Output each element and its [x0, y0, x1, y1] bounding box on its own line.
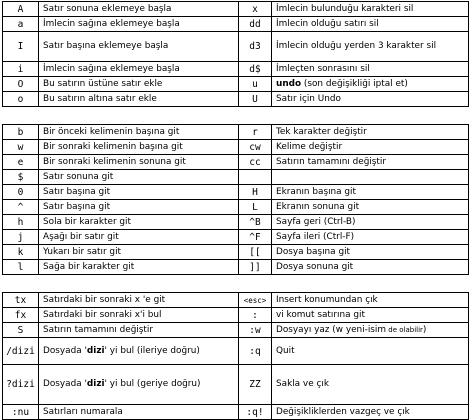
desc-cell: Satırdaki bir sonraki x'i bul [39, 308, 239, 323]
table-row [3, 140, 469, 155]
key-cell [239, 170, 272, 185]
desc-cell: Sayfa geri (Ctrl-B) [272, 215, 469, 230]
key-cell: S [3, 323, 39, 338]
desc-cell: Bir önceki kelimenin başına git [39, 125, 239, 140]
key-cell: l [3, 260, 39, 275]
key-cell: [[ [239, 245, 272, 260]
desc-cell: İmlecin olduğu satırı sil [272, 17, 469, 32]
desc-cell: Yukarı bir satır git [39, 245, 239, 260]
write-desc: Dosyayı yaz (w yeni-isim [276, 324, 387, 335]
key-cell: /dizi [3, 338, 39, 365]
desc-cell: Tek karakter değiştir [272, 125, 469, 140]
key-cell: $ [3, 170, 39, 185]
key-cell: : [239, 308, 272, 323]
key-cell: ]] [239, 260, 272, 275]
table-row [3, 185, 469, 200]
key-cell: ^B [239, 215, 272, 230]
table-row [3, 308, 469, 323]
table-row [3, 260, 469, 275]
undo-label: undo [276, 78, 302, 89]
table-row [3, 92, 469, 107]
search-post: ' yi bul (geriye doğru) [104, 379, 201, 389]
desc-cell: Kelime değiştir [272, 140, 469, 155]
desc-cell [272, 77, 469, 92]
desc-cell: İmlecin olduğu yerden 3 karakter sil [272, 32, 469, 62]
desc-cell: Ekranın sonuna git [272, 200, 469, 215]
key-cell: r [239, 125, 272, 140]
key-cell: :q [239, 338, 272, 365]
desc-cell: Dosya başına git [272, 245, 469, 260]
key-cell: d3 [239, 32, 272, 62]
key-cell: H [239, 185, 272, 200]
key-cell: x [239, 2, 272, 17]
key-cell: fx [3, 308, 39, 323]
desc-cell: Sağa bir karakter git [39, 260, 239, 275]
desc-cell: vi komut satırına git [272, 308, 469, 323]
desc-cell [272, 170, 469, 185]
key-cell: cw [239, 140, 272, 155]
table-row [3, 323, 469, 338]
desc-cell: Bu satırın üstüne satır ekle [39, 77, 239, 92]
search-file-table [2, 292, 469, 420]
desc-cell: Bu satırın altına satır ekle [39, 92, 239, 107]
undo-desc: (son değişikliği iptal et) [301, 78, 408, 89]
key-cell: dd [239, 17, 272, 32]
key-cell: a [3, 17, 39, 32]
desc-cell: İmlecin sağına eklemeye başla [39, 62, 239, 77]
desc-cell: İmleçten sonrasını sil [272, 62, 469, 77]
insert-delete-table [2, 1, 469, 107]
key-cell: A [3, 2, 39, 17]
key-cell: w [3, 140, 39, 155]
desc-cell: Sakla ve çık [272, 365, 469, 405]
write-note: de olabilir [386, 325, 423, 334]
desc-cell: Bir sonraki kelimenin sonuna git [39, 155, 239, 170]
search-term: dizi [86, 345, 105, 356]
key-cell: tx [3, 293, 39, 308]
write-end: ) [422, 324, 427, 335]
desc-cell: Sayfa ileri (Ctrl-F) [272, 230, 469, 245]
key-cell: u [239, 77, 272, 92]
key-cell: ^F [239, 230, 272, 245]
key-cell: :w [239, 323, 272, 338]
desc-cell: Sola bir karakter git [39, 215, 239, 230]
key-cell: ZZ [239, 365, 272, 405]
desc-cell: Insert konumundan çık [272, 293, 469, 308]
search-pre: Dosyada ' [43, 379, 87, 389]
key-cell: ^ [3, 200, 39, 215]
desc-cell: Satır için Undo [272, 92, 469, 107]
key-cell: 0 [3, 185, 39, 200]
desc-cell: Satırdaki bir sonraki x 'e git [39, 293, 239, 308]
key-cell: i [3, 62, 39, 77]
key-cell: :nu [3, 405, 39, 420]
table-row [3, 170, 469, 185]
search-pre: Dosyada ' [43, 345, 87, 356]
desc-cell: Satırın tamamını değiştir [39, 323, 239, 338]
desc-cell: Dosya sonuna git [272, 260, 469, 275]
table-row [3, 155, 469, 170]
table-row [3, 32, 469, 62]
table-row [3, 17, 469, 32]
search-term: dizi [86, 379, 105, 389]
key-cell: e [3, 155, 39, 170]
desc-cell: İmlecin bulunduğu karakteri sil [272, 2, 469, 17]
table-row [3, 200, 469, 215]
table-row [3, 215, 469, 230]
key-cell: h [3, 215, 39, 230]
key-cell: ?dizi [3, 365, 39, 405]
key-cell: k [3, 245, 39, 260]
desc-cell: Satır sonuna git [39, 170, 239, 185]
desc-cell: Satır başına git [39, 185, 239, 200]
key-cell: b [3, 125, 39, 140]
table-row [3, 365, 469, 405]
key-cell: d$ [239, 62, 272, 77]
table-row [3, 293, 469, 308]
table-row [3, 62, 469, 77]
desc-cell: Bir sonraki kelimenin başına git [39, 140, 239, 155]
desc-cell [272, 323, 469, 338]
desc-cell: İmlecin sağına eklemeye başla [39, 17, 239, 32]
key-cell: L [239, 200, 272, 215]
table-row [3, 405, 469, 420]
key-cell: O [3, 77, 39, 92]
table-row [3, 245, 469, 260]
table-row [3, 338, 469, 365]
desc-cell [39, 338, 239, 365]
key-cell: cc [239, 155, 272, 170]
desc-cell: Ekranın başına git [272, 185, 469, 200]
key-cell: <esc> [239, 293, 272, 308]
key-cell: o [3, 92, 39, 107]
navigation-change-table [2, 124, 469, 275]
table-row [3, 125, 469, 140]
table-row [3, 230, 469, 245]
desc-cell [39, 365, 239, 405]
table-row [3, 2, 469, 17]
desc-cell: Satırın tamamını değiştir [272, 155, 469, 170]
key-cell: U [239, 92, 272, 107]
desc-cell: Satırları numarala [39, 405, 239, 420]
desc-cell: Satır başına eklemeye başla [39, 32, 239, 62]
search-post: ' yi bul (ileriye doğru) [104, 345, 200, 356]
desc-cell: Satır sonuna eklemeye başla [39, 2, 239, 17]
key-cell: I [3, 32, 39, 62]
table-row [3, 77, 469, 92]
desc-cell: Aşağı bir satır git [39, 230, 239, 245]
desc-cell: Değişikliklerden vazgeç ve çık [272, 405, 469, 420]
key-cell: j [3, 230, 39, 245]
key-cell: :q! [239, 405, 272, 420]
desc-cell: Satır başına git [39, 200, 239, 215]
desc-cell: Quit [272, 338, 469, 365]
